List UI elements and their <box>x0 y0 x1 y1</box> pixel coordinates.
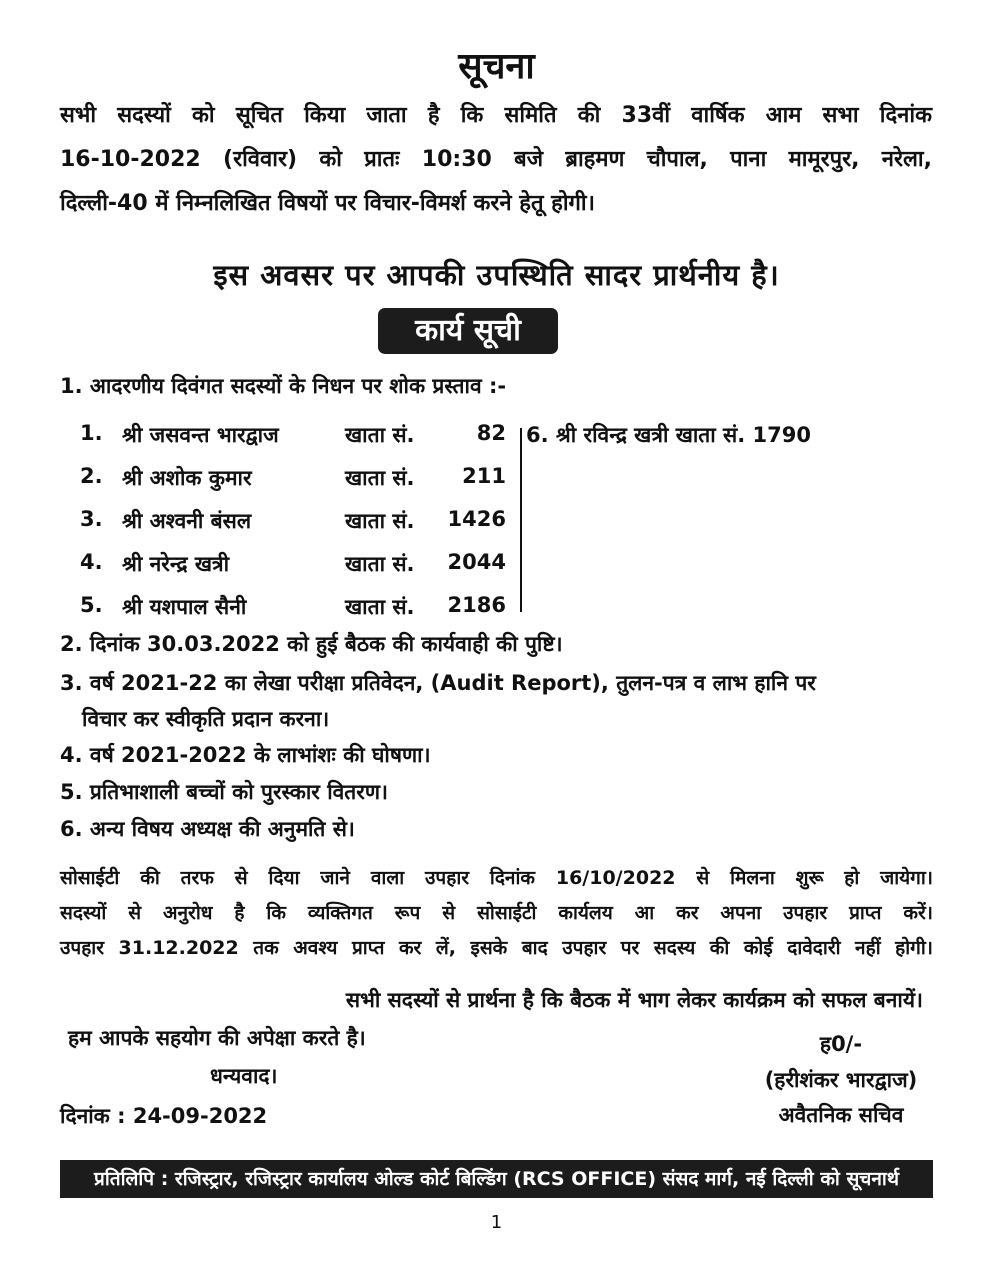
notice-date: दिनांक : 24-09-2022 <box>60 1104 268 1128</box>
signatory-name: (हरीशंकर भारद्वाज) <box>764 1068 918 1092</box>
condolence-number: 5. <box>80 593 103 617</box>
condolence-account-number: 1426 <box>447 507 506 531</box>
signature-mark: ह0/- <box>819 1032 863 1056</box>
condolence-name: श्री जसवन्त भारद्वाज <box>122 423 279 447</box>
intro-line: सभी सदस्यों को सूचित किया जाता है कि समिति की 33वीं वार्षिक आम सभा दिनांक <box>60 103 932 128</box>
agenda-item-4: 4. वर्ष 2021-2022 के लाभांशः की घोषणा। <box>60 743 431 767</box>
page-title: सूचना <box>458 46 535 87</box>
condolence-account-number: 2186 <box>447 593 506 617</box>
gift-notice-text: सोसाईटी की तरफ से दिया जाने वाला उपहार दिनांक 16/10/2022 से मिलना शुरू हो जायेगा। <box>60 867 933 889</box>
intro-line: 16-10-2022 (रविवार) को प्रातः 10:30 बजे ब्राहमण चौपाल, पाना मामूरपुर, नरेला, <box>60 147 932 172</box>
condolence-account-number: 2044 <box>447 550 506 574</box>
condolence-name: श्री यशपाल सैनी <box>122 595 247 619</box>
agenda-item-2: 2. दिनांक 30.03.2022 को हुई बैठक की कार्यवाही की पुष्टि। <box>60 632 563 656</box>
condolence-name: श्री नरेन्द्र खत्री <box>122 552 230 576</box>
presence-request: इस अवसर पर आपकी उपस्थिति सादर प्रार्थनीय है। <box>213 258 780 292</box>
condolence-number: 3. <box>80 507 103 531</box>
condolence-account-number: 211 <box>462 464 506 488</box>
gift-notice-text: सदस्यों से अनुरोध है कि व्यक्तिगत रूप से सोसाईटी कार्यलय आ कर अपना उपहार प्राप्त करें। <box>60 902 933 924</box>
condolence-account-number: 82 <box>476 421 506 445</box>
intro-line: दिल्ली-40 में निम्नलिखित विषयों पर विचार-विमर्श करने हेतू होगी। <box>60 191 595 216</box>
page-number: 1 <box>490 1212 503 1233</box>
condolence-account-label: खाता सं. <box>345 466 415 490</box>
copy-to-banner: प्रतिलिपि : रजिस्ट्रार, रजिस्ट्रार कार्यालय ओल्ड कोर्ट बिल्डिंग (RCS OFFICE) संसद मार्ग, नई दिल्ली को सूचनार्थ <box>60 1160 933 1198</box>
closing-request: सभी सदस्यों से प्रार्थना है कि बैठक में भाग लेकर कार्यक्रम को सफल बनायें। <box>345 988 923 1012</box>
column-divider <box>520 428 522 612</box>
agenda-item-5: 5. प्रतिभाशाली बच्चों को पुरस्कार वितरण। <box>60 780 389 804</box>
signatory-designation: अवैतनिक सचिव <box>778 1103 904 1127</box>
agenda-item-6: 6. अन्य विषय अध्यक्ष की अनुमति से। <box>60 817 355 841</box>
condolence-number: 1. <box>80 421 103 445</box>
gift-notice-text: उपहार 31.12.2022 तक अवश्य प्राप्त कर लें, इसके बाद उपहार पर सदस्य की कोई दावेदारी नहीं होगी। <box>60 937 933 959</box>
condolence-account-label: खाता सं. <box>345 423 415 447</box>
condolence-account-label: खाता सं. <box>345 509 415 533</box>
agenda-item-1: 1. आदरणीय दिवंगत सदस्यों के निधन पर शोक प्रस्ताव :- <box>60 374 507 398</box>
condolence-account-label: खाता सं. <box>345 552 415 576</box>
agenda-item-3: 3. वर्ष 2021-22 का लेखा परीक्षा प्रतिवेदन, (Audit Report), तुलन-पत्र व लाभ हानि पर <box>60 671 816 695</box>
condolence-6: 6. श्री रविन्द्र खत्री खाता सं. 1790 <box>526 423 811 447</box>
gift-notice-line <box>60 899 933 925</box>
thanks-note: धन्यवाद। <box>210 1064 278 1088</box>
intro-paragraph <box>60 94 932 226</box>
condolence-number: 4. <box>80 550 103 574</box>
gift-notice-line <box>60 864 933 890</box>
condolence-name: श्री अश्वनी बंसल <box>122 509 252 533</box>
condolence-name: श्री अशोक कुमार <box>122 466 252 490</box>
condolence-account-label: खाता सं. <box>345 595 415 619</box>
agenda-item-3-continued: विचार कर स्वीकृति प्रदान करना। <box>82 707 330 731</box>
condolence-number: 2. <box>80 464 103 488</box>
gift-notice-line <box>60 934 933 960</box>
agenda-title: कार्य सूची <box>378 308 558 354</box>
cooperation-note: हम आपके सहयोग की अपेक्षा करते है। <box>68 1026 366 1050</box>
